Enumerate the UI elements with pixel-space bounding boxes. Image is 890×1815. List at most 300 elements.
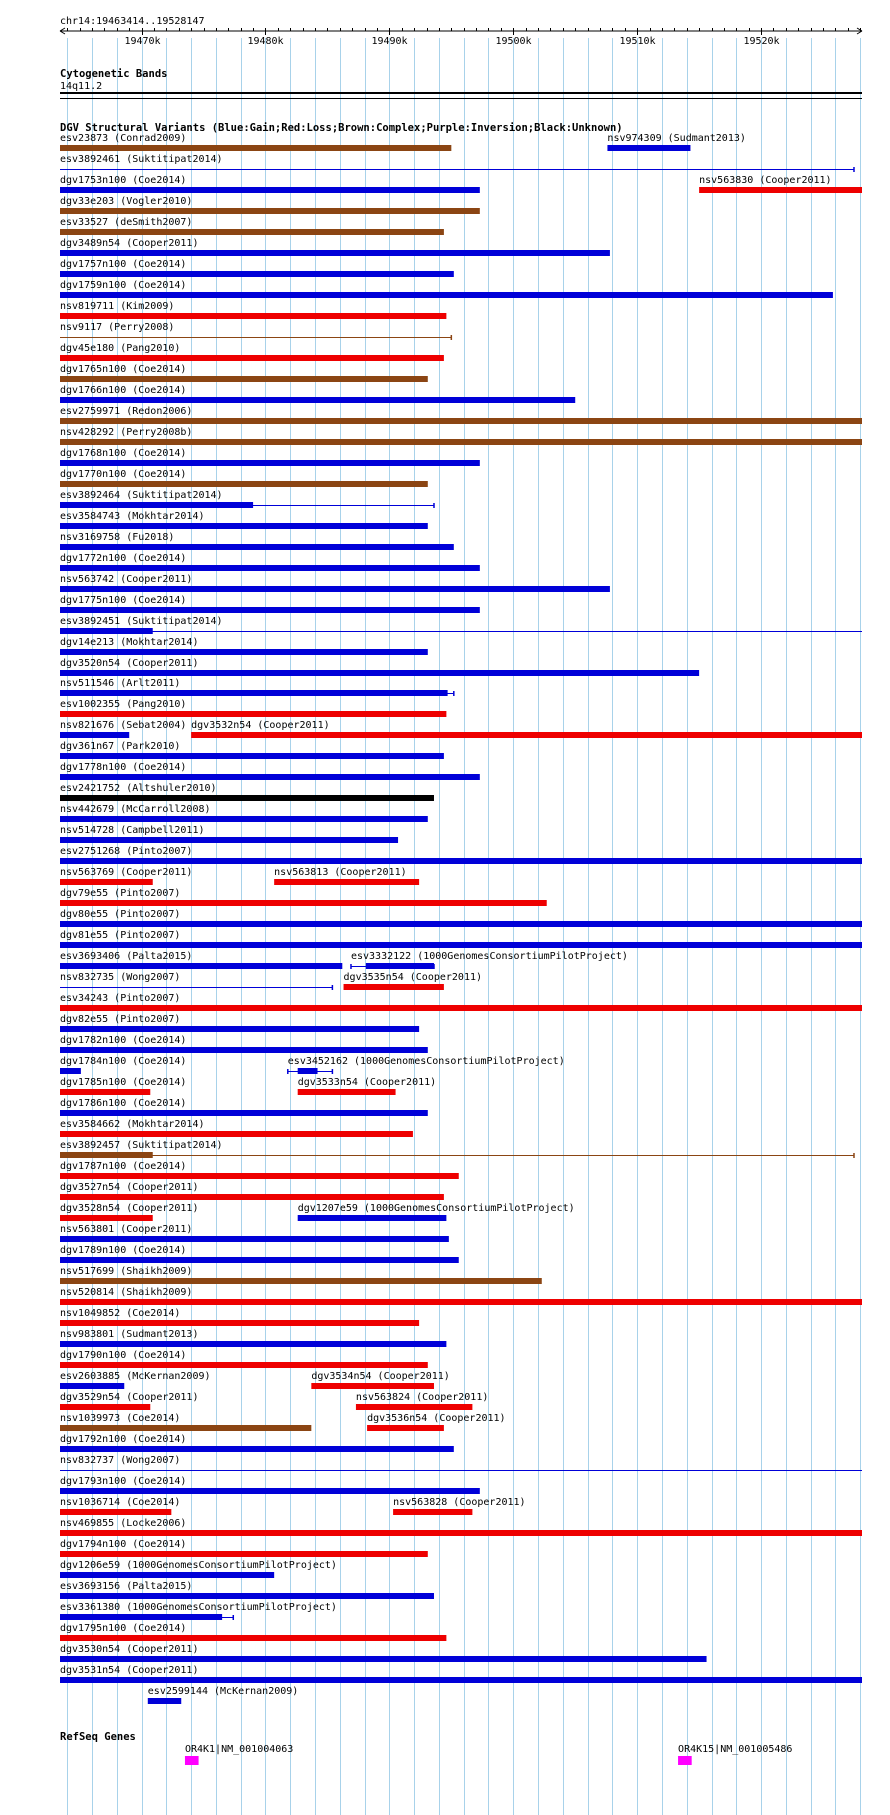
variant-feature[interactable] (60, 825, 398, 843)
variant-label: dgv3531n54 (Cooper2011) (60, 1665, 199, 1676)
variant-feature[interactable] (60, 1518, 862, 1536)
cytoband-band[interactable] (60, 92, 862, 94)
variant-feature[interactable] (60, 553, 480, 571)
variant-feature[interactable] (60, 616, 862, 634)
variant-row (60, 1287, 862, 1305)
variant-bar[interactable] (60, 732, 129, 738)
variant-row (60, 846, 862, 864)
variant-row (60, 1329, 446, 1347)
variant-label: nsv983801 (Sudmant2013) (60, 1329, 199, 1340)
variant-bar[interactable] (60, 1068, 81, 1074)
variant-row (60, 678, 454, 696)
variant-feature[interactable] (60, 741, 444, 759)
variant-bar[interactable] (356, 1404, 472, 1410)
variant-feature[interactable] (60, 1140, 854, 1158)
variant-bar[interactable] (60, 1551, 428, 1557)
variant-bar[interactable] (60, 1530, 862, 1536)
variant-bar[interactable] (60, 711, 446, 717)
variant-row (60, 301, 446, 319)
variant-bar[interactable] (60, 313, 446, 319)
variant-row (60, 1098, 428, 1116)
variant-label: dgv1207e59 (1000GenomesConsortiumPilotProject) (297, 1203, 575, 1214)
variant-bar[interactable] (60, 837, 398, 843)
variant-bar[interactable] (60, 963, 342, 969)
variant-feature[interactable] (60, 972, 332, 990)
variant-label: esv1002355 (Pang2010) (60, 699, 187, 710)
variant-row (60, 553, 480, 571)
variant-label: dgv1794n100 (Coe2014) (60, 1539, 187, 1550)
variant-feature[interactable] (60, 343, 444, 361)
variant-feature[interactable] (60, 867, 192, 885)
variant-feature[interactable] (60, 783, 434, 801)
variant-feature[interactable] (60, 1476, 480, 1494)
variant-row (60, 783, 434, 801)
variant-feature[interactable] (60, 385, 575, 403)
variant-row (60, 1644, 707, 1662)
variant-feature[interactable] (60, 1665, 862, 1683)
variant-feature[interactable] (60, 1203, 198, 1221)
variant-label: esv2603885 (McKernan2009) (60, 1371, 211, 1382)
variant-label: dgv1785n100 (Coe2014) (60, 1077, 187, 1088)
variant-bar[interactable] (699, 187, 862, 193)
variant-bar[interactable] (60, 1173, 459, 1179)
variant-bar[interactable] (60, 1005, 862, 1011)
variant-label: esv2759971 (Redon2006) (60, 406, 193, 417)
variant-row (60, 720, 862, 738)
variant-row (60, 637, 428, 655)
variant-feature[interactable] (699, 175, 862, 193)
variant-feature[interactable] (60, 888, 547, 906)
variant-label: dgv14e213 (Mokhtar2014) (60, 637, 199, 648)
variant-row (60, 1245, 459, 1263)
variant-feature[interactable] (288, 1056, 565, 1074)
ruler-tick-label: 19480k (247, 36, 284, 47)
variant-feature[interactable] (60, 678, 454, 696)
variant-feature[interactable] (351, 951, 628, 969)
variant-row (60, 909, 862, 927)
variant-label: esv2751268 (Pinto2007) (60, 846, 193, 857)
variant-feature[interactable] (60, 1644, 707, 1662)
cytoband-track-title: Cytogenetic Bands (60, 68, 168, 80)
variant-feature[interactable] (60, 175, 480, 193)
variant-label: dgv1778n100 (Coe2014) (60, 762, 187, 773)
variant-bar[interactable] (60, 1572, 274, 1578)
variant-label: nsv563801 (Cooper2011) (60, 1224, 193, 1235)
variant-feature[interactable] (60, 1371, 211, 1389)
variant-bar[interactable] (60, 1509, 171, 1515)
variant-feature[interactable] (60, 595, 480, 613)
variant-row (60, 238, 610, 256)
variant-label: nsv563769 (Cooper2011) (60, 867, 193, 878)
variant-label: nsv819711 (Kim2009) (60, 301, 175, 312)
variant-bar[interactable] (367, 1425, 444, 1431)
variant-bar[interactable] (60, 1236, 449, 1242)
variant-feature[interactable] (367, 1413, 505, 1431)
variant-feature[interactable] (60, 1245, 459, 1263)
variant-row (60, 532, 454, 550)
variant-bar[interactable] (60, 690, 448, 696)
variant-feature[interactable] (60, 1392, 198, 1410)
variant-bar[interactable] (60, 1341, 446, 1347)
variant-feature[interactable] (60, 574, 610, 592)
variant-row (60, 930, 862, 948)
variant-row (60, 1497, 526, 1515)
variant-bar[interactable] (148, 1698, 181, 1704)
variant-bar[interactable] (60, 565, 480, 571)
variant-bar[interactable] (60, 1593, 434, 1599)
variant-row (60, 1476, 480, 1494)
variant-row (60, 217, 444, 235)
variant-row (60, 196, 480, 214)
variant-bar[interactable] (60, 544, 454, 550)
gene-feature[interactable] (678, 1744, 792, 1765)
variant-bar[interactable] (60, 481, 428, 487)
variant-row (60, 1434, 454, 1452)
variant-bar[interactable] (60, 1257, 459, 1263)
variant-label: dgv3530n54 (Cooper2011) (60, 1644, 199, 1655)
variant-label: esv3693406 (Palta2015) (60, 951, 193, 962)
variant-feature[interactable] (60, 1581, 434, 1599)
variant-bar[interactable] (60, 1194, 444, 1200)
variant-row (60, 699, 446, 717)
variant-feature[interactable] (60, 762, 480, 780)
cytoband-label: 14q11.2 (60, 81, 103, 92)
variant-feature[interactable] (607, 133, 745, 151)
variant-row (60, 616, 862, 634)
variant-label: nsv514728 (Campbell2011) (60, 825, 205, 836)
variant-feature[interactable] (60, 720, 186, 738)
variant-feature[interactable] (60, 1287, 862, 1305)
variant-bar[interactable] (60, 1152, 153, 1158)
variant-row (60, 804, 428, 822)
variant-bar[interactable] (60, 649, 428, 655)
ruler-tick-label: 19470k (124, 36, 161, 47)
variant-label: nsv517699 (Shaikh2009) (60, 1266, 193, 1277)
variant-label: nsv563813 (Cooper2011) (274, 867, 407, 878)
variant-label: dgv3533n54 (Cooper2011) (297, 1077, 437, 1088)
variant-row (60, 1665, 862, 1683)
variant-bar[interactable] (60, 1425, 311, 1431)
variant-bar[interactable] (60, 900, 547, 906)
variant-row (60, 511, 428, 529)
variant-label: dgv1206e59 (1000GenomesConsortiumPilotProject) (60, 1560, 337, 1571)
variant-row (60, 1560, 337, 1578)
variant-label: nsv511546 (Arlt2011) (60, 678, 181, 689)
variant-bar[interactable] (60, 355, 444, 361)
ruler[interactable] (60, 28, 862, 47)
variant-row (60, 1413, 506, 1431)
variant-feature[interactable] (60, 1098, 428, 1116)
variant-row (60, 1224, 449, 1242)
variant-bar[interactable] (60, 397, 575, 403)
variant-feature[interactable] (60, 259, 454, 277)
variant-bar[interactable] (60, 607, 480, 613)
gene-label: OR4K1|NM_001004063 (184, 1744, 294, 1755)
variant-feature[interactable] (298, 1203, 575, 1221)
variant-row (60, 469, 428, 487)
variant-label: dgv361n67 (Park2010) (60, 741, 181, 752)
variant-label: esv2599144 (McKernan2009) (147, 1686, 299, 1697)
variant-bar[interactable] (60, 460, 480, 466)
variant-feature[interactable] (60, 217, 444, 235)
variant-feature[interactable] (60, 1350, 428, 1368)
variant-bar[interactable] (191, 732, 862, 738)
variant-bar[interactable] (60, 1635, 446, 1641)
variant-label: esv3332122 (1000GenomesConsortiumPilotProject) (350, 951, 628, 962)
variant-feature[interactable] (60, 469, 428, 487)
variant-label: dgv1765n100 (Coe2014) (60, 364, 187, 375)
variant-feature[interactable] (60, 490, 434, 508)
variant-row (60, 1518, 862, 1536)
variant-feature[interactable] (60, 930, 862, 948)
variant-bar[interactable] (60, 1362, 428, 1368)
variant-row (148, 1686, 299, 1704)
variant-label: nsv469855 (Locke2006) (60, 1518, 187, 1529)
variant-row (60, 825, 398, 843)
variant-bar[interactable] (344, 984, 444, 990)
variant-bar[interactable] (60, 418, 862, 424)
variant-row (60, 1602, 337, 1620)
variant-bar[interactable] (298, 1068, 318, 1074)
variant-feature[interactable] (60, 658, 699, 676)
variant-bar[interactable] (60, 229, 444, 235)
variant-feature[interactable] (60, 1623, 446, 1641)
variant-feature[interactable] (60, 846, 862, 864)
variant-label: dgv3528n54 (Cooper2011) (60, 1203, 199, 1214)
cytoband-underline (60, 98, 862, 99)
variant-bar[interactable] (274, 879, 419, 885)
variant-row (60, 1371, 450, 1389)
variant-bar[interactable] (60, 816, 428, 822)
gene-block[interactable] (678, 1756, 692, 1765)
variant-label: dgv33e203 (Vogler2010) (60, 196, 193, 207)
variant-bar[interactable] (60, 1110, 428, 1116)
variant-feature[interactable] (60, 1182, 444, 1200)
variant-feature[interactable] (60, 1413, 311, 1431)
variant-row (60, 490, 434, 508)
variant-label: dgv1790n100 (Coe2014) (60, 1350, 187, 1361)
variant-feature[interactable] (60, 238, 610, 256)
variant-bar[interactable] (311, 1383, 434, 1389)
variant-feature[interactable] (148, 1686, 299, 1704)
variant-bar[interactable] (298, 1089, 396, 1095)
variant-bar[interactable] (60, 1278, 542, 1284)
gene-feature[interactable] (185, 1744, 293, 1765)
variant-feature[interactable] (60, 1329, 446, 1347)
variant-feature[interactable] (356, 1392, 488, 1410)
variant-bar[interactable] (60, 795, 434, 801)
variant-feature[interactable] (60, 1539, 428, 1557)
variant-label: nsv563828 (Cooper2011) (393, 1497, 526, 1508)
variant-feature[interactable] (274, 867, 419, 885)
variant-feature[interactable] (60, 154, 854, 172)
variant-label: dgv81e55 (Pinto2007) (60, 930, 181, 941)
variant-label: nsv563830 (Cooper2011) (699, 175, 832, 186)
variant-bar[interactable] (60, 1677, 862, 1683)
variant-feature[interactable] (60, 1455, 862, 1471)
variant-feature[interactable] (60, 448, 480, 466)
variant-label: dgv3489n54 (Cooper2011) (60, 238, 199, 249)
variant-label: dgv1766n100 (Coe2014) (60, 385, 187, 396)
variant-bar[interactable] (60, 1614, 222, 1620)
variant-row (60, 595, 480, 613)
variant-label: nsv442679 (McCarroll2008) (60, 804, 211, 815)
variant-bar[interactable] (60, 670, 699, 676)
variant-feature[interactable] (60, 511, 428, 529)
variant-row (60, 1539, 428, 1557)
variant-label: dgv1789n100 (Coe2014) (60, 1245, 187, 1256)
variant-feature[interactable] (311, 1371, 449, 1389)
variant-label: dgv1775n100 (Coe2014) (60, 595, 187, 606)
variant-label: esv3892457 (Suktitipat2014) (60, 1140, 223, 1151)
variant-label: esv3584743 (Mokhtar2014) (60, 511, 205, 522)
variant-row (60, 1161, 459, 1179)
variant-feature[interactable] (60, 1056, 186, 1074)
variant-bar[interactable] (60, 753, 444, 759)
variant-bar[interactable] (60, 1488, 480, 1494)
variant-feature[interactable] (60, 1224, 449, 1242)
variant-feature[interactable] (60, 1077, 186, 1095)
variant-bar[interactable] (60, 1656, 707, 1662)
variant-label: nsv1039973 (Coe2014) (60, 1413, 181, 1424)
variant-feature[interactable] (60, 637, 428, 655)
variant-feature[interactable] (60, 1560, 337, 1578)
variant-bar[interactable] (60, 523, 428, 529)
variant-bar[interactable] (60, 942, 862, 948)
refseq-track-title: RefSeq Genes (60, 1731, 136, 1743)
variant-bar[interactable] (60, 1089, 150, 1095)
variant-bar[interactable] (60, 858, 862, 864)
variant-label: esv3892451 (Suktitipat2014) (60, 616, 223, 627)
variant-label: esv3892461 (Suktitipat2014) (60, 154, 223, 165)
variant-label: esv3361380 (1000GenomesConsortiumPilotProject) (60, 1602, 337, 1613)
variant-label: esv23873 (Conrad2009) (60, 133, 187, 144)
variant-bar[interactable] (60, 439, 862, 445)
variant-feature[interactable] (60, 1602, 337, 1620)
variant-label: dgv45e180 (Pang2010) (60, 343, 181, 354)
variant-bar[interactable] (60, 879, 153, 885)
variant-bar[interactable] (60, 921, 862, 927)
variant-row (60, 133, 746, 151)
variant-bar[interactable] (60, 1026, 419, 1032)
variant-row (60, 1056, 565, 1074)
variant-row (60, 1623, 446, 1641)
variant-feature[interactable] (60, 993, 862, 1011)
variant-label: dgv1792n100 (Coe2014) (60, 1434, 187, 1445)
variant-row (60, 385, 575, 403)
variant-bar[interactable] (60, 1131, 413, 1137)
variant-feature[interactable] (60, 1266, 542, 1284)
variant-label: dgv3532n54 (Cooper2011) (191, 720, 330, 731)
variant-label: dgv1782n100 (Coe2014) (60, 1035, 187, 1046)
variant-label: dgv79e55 (Pinto2007) (60, 888, 181, 899)
variant-label: dgv3520n54 (Cooper2011) (60, 658, 199, 669)
variant-label: esv3584662 (Mokhtar2014) (60, 1119, 205, 1130)
variant-row (60, 1455, 862, 1471)
variant-bar[interactable] (60, 1299, 862, 1305)
variant-feature[interactable] (60, 1119, 413, 1137)
variant-bar[interactable] (607, 145, 690, 151)
variant-label: dgv3529n54 (Cooper2011) (60, 1392, 199, 1403)
variant-feature[interactable] (60, 427, 862, 445)
variant-bar[interactable] (366, 963, 434, 969)
gene-block[interactable] (185, 1756, 199, 1765)
variant-label: esv34243 (Pinto2007) (60, 993, 181, 1004)
variant-bar[interactable] (393, 1509, 472, 1515)
variant-label: esv3452162 (1000GenomesConsortiumPilotProject) (287, 1056, 565, 1067)
variant-feature[interactable] (60, 196, 480, 214)
variant-bar[interactable] (298, 1215, 447, 1221)
variant-feature[interactable] (60, 1035, 428, 1053)
variant-feature[interactable] (60, 406, 862, 424)
variant-row (60, 1077, 436, 1095)
variant-label: dgv1787n100 (Coe2014) (60, 1161, 187, 1172)
variant-feature[interactable] (60, 1497, 180, 1515)
variant-bar[interactable] (60, 292, 833, 298)
variant-bar[interactable] (60, 208, 480, 214)
variant-label: dgv1757n100 (Coe2014) (60, 259, 187, 270)
variant-feature[interactable] (60, 133, 451, 151)
variant-bar[interactable] (60, 774, 480, 780)
variant-feature[interactable] (60, 301, 446, 319)
variant-feature[interactable] (393, 1497, 525, 1515)
variant-label: nsv428292 (Perry2008b) (60, 427, 193, 438)
variant-feature[interactable] (60, 804, 428, 822)
variant-label: nsv9117 (Perry2008) (60, 322, 175, 333)
variant-row (60, 343, 444, 361)
variant-bar[interactable] (60, 1446, 454, 1452)
variant-feature[interactable] (60, 909, 862, 927)
variant-bar[interactable] (60, 1383, 124, 1389)
variant-feature[interactable] (60, 322, 451, 340)
variant-bar[interactable] (60, 1404, 150, 1410)
variant-bar[interactable] (60, 376, 428, 382)
variant-bar[interactable] (60, 1320, 419, 1326)
variant-row (60, 574, 610, 592)
variant-bar[interactable] (60, 250, 610, 256)
variant-label: dgv80e55 (Pinto2007) (60, 909, 181, 920)
variant-bar[interactable] (60, 586, 610, 592)
variant-label: dgv1784n100 (Coe2014) (60, 1056, 187, 1067)
variant-row (60, 951, 628, 969)
variant-bar[interactable] (60, 1215, 153, 1221)
variant-feature[interactable] (60, 364, 428, 382)
variant-row (60, 741, 444, 759)
variant-feature[interactable] (344, 972, 482, 990)
variant-bar[interactable] (60, 628, 153, 634)
variant-feature[interactable] (298, 1077, 436, 1095)
variant-bar[interactable] (60, 271, 454, 277)
variant-bar[interactable] (60, 145, 451, 151)
variant-label: esv3892464 (Suktitipat2014) (60, 490, 223, 501)
variant-bar[interactable] (60, 187, 480, 193)
variant-feature[interactable] (60, 699, 446, 717)
variant-feature[interactable] (60, 532, 454, 550)
variant-feature[interactable] (60, 1434, 454, 1452)
variant-feature[interactable] (60, 280, 833, 298)
variant-feature[interactable] (60, 1161, 459, 1179)
variant-bar[interactable] (60, 502, 253, 508)
dgv-track (60, 133, 862, 1704)
variant-bar[interactable] (60, 1047, 428, 1053)
variant-row (60, 762, 480, 780)
variant-label: dgv3536n54 (Cooper2011) (367, 1413, 506, 1424)
variant-feature[interactable] (60, 951, 342, 969)
variant-label: esv33527 (deSmith2007) (60, 217, 193, 228)
variant-label: esv2421752 (Altshuler2010) (60, 783, 217, 794)
variant-label: dgv82e55 (Pinto2007) (60, 1014, 181, 1025)
variant-label: dgv1786n100 (Coe2014) (60, 1098, 187, 1109)
